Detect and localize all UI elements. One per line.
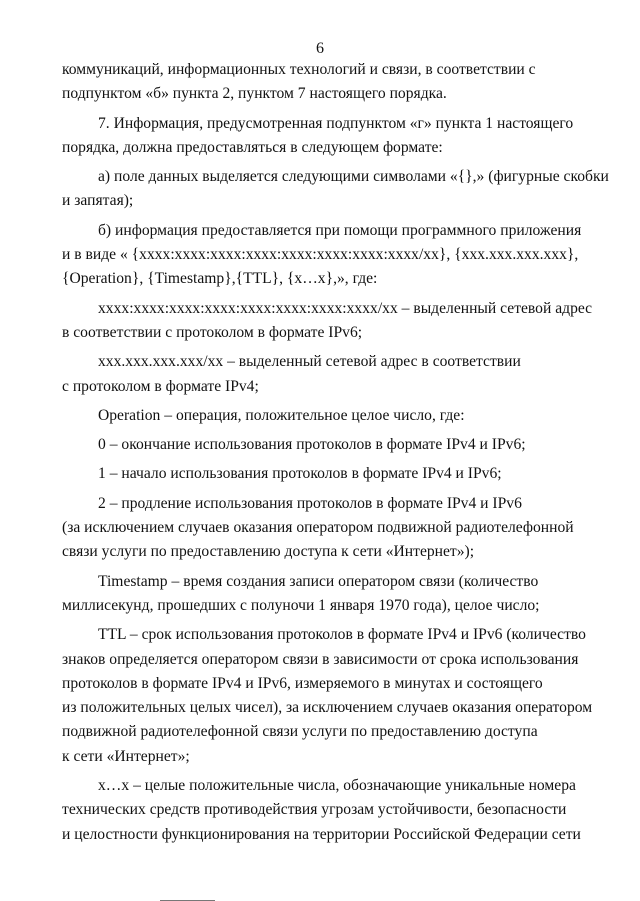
text-line: Operation – операция, положительное целое число, где: [98, 406, 465, 424]
paragraph-continuation [62, 58, 598, 107]
text-line: и в виде « {xxxx:xxxx:xxxx:xxxx:xxxx:xxxx:xxxx:xxxx/xx}, {xxx.xxx.xxx.xxx}, [62, 246, 579, 264]
page-number: 6 [316, 40, 324, 57]
text-line: xxxx:xxxx:xxxx:xxxx:xxxx:xxxx:xxxx:xxxx/xx – выделенный сетевой адрес [98, 299, 593, 317]
text-line: технических средств противодействия угрозам устойчивости, безопасности [62, 801, 567, 819]
text-line: миллисекунд, прошедших с полуночи 1 января 1970 года), целое число; [62, 596, 540, 614]
text-line: протоколов в формате IPv4 и IPv6, измеряемого в минутах и состоящего [62, 674, 543, 692]
text-line: подвижной радиотелефонной связи услуги по предоставлению доступа [62, 723, 538, 741]
text-line: с протоколом в формате IPv4; [62, 377, 259, 395]
paragraph-item-7 [62, 112, 598, 161]
paragraph-ipv6-address [62, 297, 598, 346]
text-line: xxx.xxx.xxx.xxx/xx – выделенный сетевой адрес в соответствии [98, 353, 521, 371]
text-line: б) информация предоставляется при помощи программного приложения [98, 221, 582, 239]
text-line: подпунктом «б» пункта 2, пунктом 7 настоящего порядка. [62, 85, 447, 103]
text-line: Timestamp – время создания записи оператором связи (количество [98, 572, 539, 590]
text-line-content: коммуникаций, информационных технологий и связи, в соответствии с [62, 61, 536, 78]
text-line: из положительных целых чисел), за исключением случаев оказания оператором [62, 699, 593, 717]
paragraph-ttl [62, 623, 598, 769]
paragraph-ipv4-address [62, 350, 598, 399]
paragraph-operation-0 [62, 433, 598, 457]
text-line: 1 – начало использования протоколов в формате IPv4 и IPv6; [98, 465, 502, 483]
text-line: 7. Информация, предусмотренная подпунктом «г» пункта 1 настоящего [98, 114, 574, 132]
text-line: к сети «Интернет»; [62, 747, 190, 765]
paragraph-timestamp [62, 570, 598, 619]
paragraph-subitem-b [62, 219, 598, 292]
text-line: знаков определяется оператором связи в зависимости от срока использования [62, 650, 579, 668]
text-line: 2 – продление использования протоколов в формате IPv4 и IPv6 [98, 494, 522, 512]
paragraph-operation-1 [62, 462, 598, 486]
text-line: в соответствии с протоколом в формате IPv6; [62, 323, 363, 341]
text-line: x…x – целые положительные числа, обозначающие уникальные номера [98, 777, 576, 795]
paragraph-subitem-a [62, 165, 609, 214]
text-line: а) поле данных выделяется следующими символами «{},» (фигурные скобки [98, 168, 609, 186]
text-line: и запятая); [62, 192, 134, 210]
document-body [62, 58, 609, 847]
paragraph-operation-2 [62, 492, 598, 565]
text-line [62, 58, 598, 82]
text-line: 0 – окончание использования протоколов в формате IPv4 и IPv6; [98, 436, 526, 454]
paragraph-device-numbers [62, 774, 598, 847]
text-line: TTL – срок использования протоколов в формате IPv4 и IPv6 (количество [98, 626, 586, 644]
paragraph-operation [62, 404, 598, 428]
text-line: (за исключением случаев оказания оператором подвижной радиотелефонной [62, 519, 574, 537]
text-line: связи услуги по предоставлению доступа к сети «Интернет»); [62, 543, 475, 561]
text-line: и целостности функционирования на территории Российской Федерации сети [62, 825, 581, 843]
text-line: порядка, должна предоставляться в следующем формате: [62, 138, 443, 156]
text-line: {Operation}, {Timestamp},{TTL}, {x…x},», где: [62, 270, 378, 288]
